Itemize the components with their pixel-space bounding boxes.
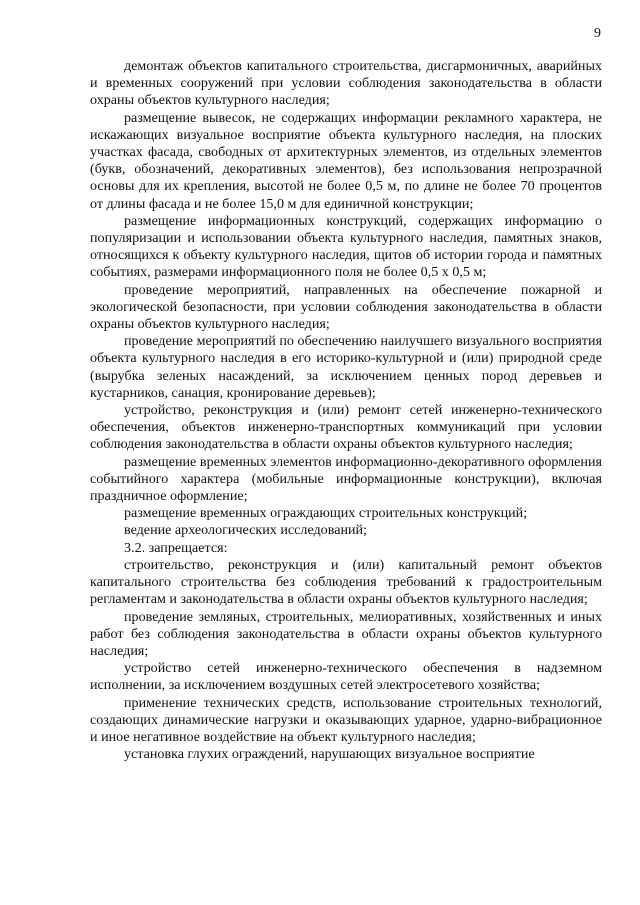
page-number: 9 bbox=[594, 26, 601, 41]
paragraph-construction: строительство, реконструкция и (или) капитальный ремонт объектов капитального строительства без соблюдения требований к градостроительным регламентам и законодательства в области охраны объектов культурного наследия; bbox=[90, 556, 602, 608]
paragraph-solid-fences: установка глухих ограждений, нарушающих визуальное восприятие bbox=[124, 746, 535, 763]
paragraph-overground-networks: устройство сетей инженерно-технического обеспечения в надземном исполнении, за исключением воздушных сетей электросетевого хозяйства; bbox=[90, 660, 602, 694]
paragraph-earthworks: проведение земляных, строительных, мелиоративных, хозяйственных и иных работ без соблюдения законодательства в области охраны объектов культурного наследия; bbox=[90, 608, 602, 659]
paragraph-engineering-networks: устройство, реконструкция и (или) ремонт сетей инженерно-технического обеспечения, объектов инженерно-транспортных коммуникаций при условии соблюдения законодательства в области охраны объектов культурного наследия; bbox=[90, 402, 602, 453]
document-body bbox=[90, 58, 602, 763]
paragraph-temporary-decor: размещение временных элементов информационно-декоративного оформления событийного характера (мобильные информационные конструкции), включая праздничное оформление; bbox=[90, 453, 602, 505]
section-heading-prohibited: 3.2. запрещается: bbox=[124, 539, 228, 556]
paragraph-temporary-fences: размещение временных ограждающих строительных конструкций; bbox=[124, 505, 528, 522]
paragraph-info-structures: размещение информационных конструкций, содержащих информацию о популяризации и использовании объекта культурного наследия, памятных знаков, относящихся к объекту культурного наследия, щитов об истории города и памятных событиях, размерами информационного поля не более 0,5 х 0,5 м; bbox=[90, 212, 602, 281]
paragraph-signage: размещение вывесок, не содержащих информации рекламного характера, не искажающих визуальное восприятие объекта культурного наследия, на плоских участках фасада, свободных от архитектурных элементов, из отдельных элементов (букв, обозначений, декоративных элементов), без использования непрозрачной основы для их крепления, высотой не более 0,5 м, по длине не более 70 процентов от длины фасада и не более 15,0 м для единичной конструкции; bbox=[90, 109, 602, 212]
paragraph-demolition: демонтаж объектов капитального строительства, дисгармоничных, аварийных и временных сооружений при условии соблюдения законодательства в области охраны объектов культурного наследия; bbox=[90, 58, 602, 109]
paragraph-archaeology: ведение археологических исследований; bbox=[124, 522, 367, 539]
paragraph-dynamic-loads: применение технических средств, использование строительных технологий, создающих динамические нагрузки и оказывающих ударное, ударно-вибрационное и иное негативное воздействие на объект культурного наследия; bbox=[90, 694, 602, 745]
paragraph-fire-safety: проведение мероприятий, направленных на обеспечение пожарной и экологической безопасности, при условии соблюдения законодательства в области охраны объектов культурного наследия; bbox=[90, 281, 602, 333]
paragraph-visual-perception: проведение мероприятий по обеспечению наилучшего визуального восприятия объекта культурного наследия в его историко-культурной и (или) природной среде (вырубка зеленых насаждений, за исключением ценных пород деревьев и кустарников, санация, кронирование деревьев); bbox=[90, 333, 602, 401]
